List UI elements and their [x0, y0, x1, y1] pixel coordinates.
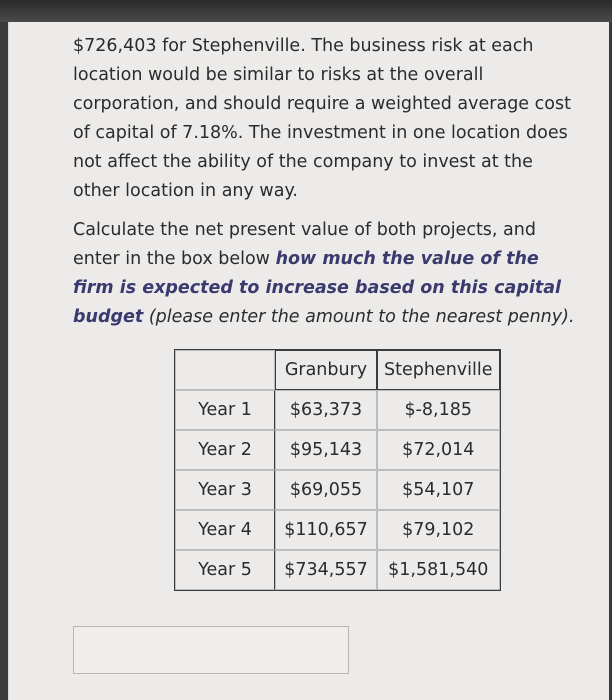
granbury-cell: $63,373	[275, 390, 377, 430]
row-label: Year 4	[175, 510, 275, 550]
top-dark-strip	[0, 0, 612, 22]
granbury-cell: $110,657	[275, 510, 377, 550]
granbury-cell: $734,557	[275, 550, 377, 590]
row-label: Year 3	[175, 470, 275, 510]
instruction-emphasis: how much the value of the firm is expected to increase based on this capital budget	[73, 249, 562, 327]
row-label: Year 2	[175, 430, 275, 470]
granbury-cell: $95,143	[275, 430, 377, 470]
table-header-row	[175, 350, 500, 390]
row-label: Year 5	[175, 550, 275, 590]
row-label: Year 1	[175, 390, 275, 430]
granbury-cell: $69,055	[275, 470, 377, 510]
answer-input[interactable]	[73, 626, 349, 674]
instruction-tail: (please enter the amount to the nearest penny).	[148, 307, 575, 327]
table-row	[175, 470, 500, 510]
column-header-granbury: Granbury	[275, 350, 377, 390]
column-header-stephenville: Stephenville	[377, 350, 500, 390]
problem-intro-text: $726,403 for Stephenville. The business risk at each location would be similar to risks at the overall corporation, and should require a weighted average cost of capital of 7.18%. The investment in one location does not affect the ability of the company to invest at the other location in any way.	[73, 36, 571, 201]
stephenville-cell: $79,102	[377, 510, 500, 550]
table-row	[175, 430, 500, 470]
stephenville-cell: $1,581,540	[377, 550, 500, 590]
question-panel	[8, 22, 609, 700]
problem-instruction	[73, 216, 583, 332]
table-row	[175, 550, 500, 590]
stephenville-cell: $72,014	[377, 430, 500, 470]
table-row	[175, 510, 500, 550]
stephenville-cell: $54,107	[377, 470, 500, 510]
table-corner-cell	[175, 350, 275, 390]
stephenville-cell: $-8,185	[377, 390, 500, 430]
table-row	[175, 390, 500, 430]
cash-flow-table	[174, 349, 501, 591]
instruction-lead: Calculate the net present value of both projects, and enter in the box below	[73, 220, 536, 269]
